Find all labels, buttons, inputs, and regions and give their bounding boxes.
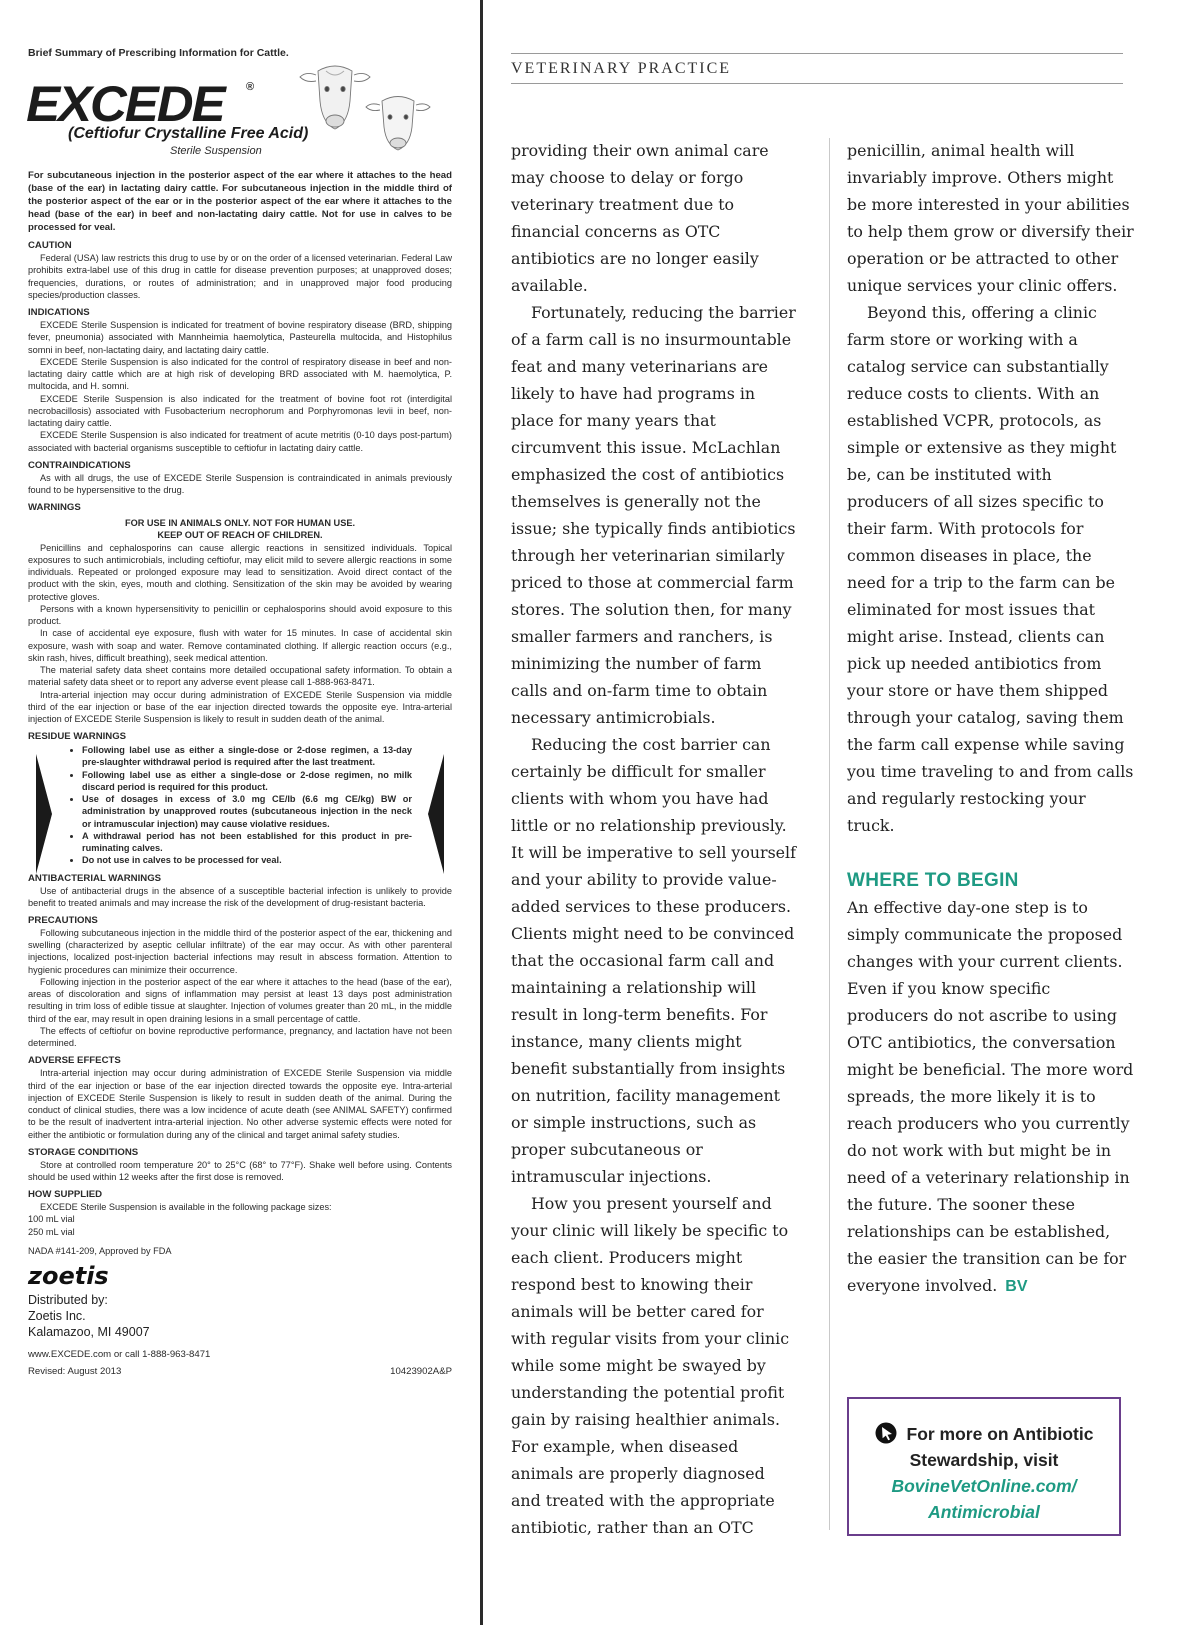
residue-item: • A withdrawal period has not been established for this product in pre-ruminating calves. [82,830,412,854]
package-size: 100 mL vial [28,1214,75,1225]
revision-row [28,1366,452,1377]
antibacterial-warnings-text: Use of antibacterial drugs in the absence of a susceptible bacterial infection is unlikely to provide benefit to treated animals and may increase the risk of the development of drug-resistant bacteria. [28,885,452,908]
residue-warnings-heading: RESIDUE WARNINGS [28,731,127,743]
article-paragraph: How you present yourself and your clinic will likely be specific to each client. Producers might respond best to knowing their animals will be better cared for with regular visits from your clinic while some might be swayed by understanding the potential profit gain by raising healthier animals. For example, when diseased animals are properly diagnosed and treated with the appropriate antibiotic, rather than an OTC [511,1194,790,1537]
adverse-effects-heading: ADVERSE EFFECTS [28,1055,121,1067]
distributor-line: Kalamazoo, MI 49007 [28,1325,150,1340]
warnings-paragraph: Persons with a known hypersensitivity to penicillin or cephalosporins should avoid exposure to this product. [28,603,452,627]
warnings-paragraph: Penicillins and cephalosporins can cause allergic reactions in sensitized individuals. Topical exposures to such antimicrobials, including ceftiofur, may elicit mild to severe allergic reactions in some individuals. Repeated or prolonged exposure may lead to sensitization. Avoid direct contact of the product with the skin, eyes, mouth and clothing. Sensitization of the skin may be avoided by wearing protective gloves. [28,542,452,602]
section-label: VETERINARY PRACTICE [511,60,732,77]
document-code: 10423902A&P [390,1365,452,1377]
callout-text-line-1: For more on Antibiotic [906,1424,1094,1444]
adverse-effects-text: Intra-arterial injection may occur during administration of EXCEDE Sterile Suspension via middle third of the ear injection or base of the ear injection directed towards the opposite eye. Intra-arterial injection of EXCEDE Sterile Suspension is likely to result in sudden death of the animal. During the conduct of clinical studies, there was a low incidence of acute death (see ANIMAL SAFETY) confirmed to be the result of inadvertent intra-arterial injection. No other adverse systemic effects were noted for either the antibiotic or formulation during any of the clinical and target animal safety studies. [28,1068,452,1140]
antibacterial-warnings-heading: ANTIBACTERIAL WARNINGS [28,872,162,884]
article-column-1 [511,137,798,1541]
article-paragraph: penicillin, animal health will invariably improve. Others might be more interested in your abilities to help them grow or diversify their operation or be attracted to other unique services your clinic offers. [847,141,1134,295]
callout-line-1 [849,1421,1119,1447]
header-rule-top [511,53,1123,54]
antibiotic-stewardship-callout [847,1397,1121,1536]
excede-logo [26,73,452,157]
residue-item: • Do not use in calves to be processed for veal. [82,854,412,866]
indications-paragraph: EXCEDE Sterile Suspension is indicated for treatment of bovine respiratory disease (BRD, shipping fever, pneumonia) associated with Mannheimia haemolytica, Pasteurella multocida, and Histophilus somni in beef, non-lactating dairy, and lactating dairy cattle. [28,320,452,355]
zoetis-logo: zoetis [28,1261,109,1290]
precautions-paragraph: The effects of ceftiofur on bovine reproductive performance, pregnancy, and lactation have not been determined. [28,1025,452,1049]
logo-registered-mark: ® [246,81,255,93]
logo-formulation: Sterile Suspension [170,145,262,157]
contraindications-text: As with all drugs, the use of EXCEDE Sterile Suspension is contraindicated in animals previously found to be hypersensitive to the drug. [28,472,452,495]
warnings-human-use: FOR USE IN ANIMALS ONLY. NOT FOR HUMAN USE. [124,518,356,529]
residue-item: • Use of dosages in excess of 3.0 mg CE/lb (6.6 mg CE/kg) BW or administration by unapproved routes (subcutaneous injection in the neck or intramuscular injection) may cause violative residues. [82,793,412,830]
residue-item: • Following label use as either a single-dose or 2-dose regimen, a 13-day pre-slaughter withdrawal period is required after the last treatment. [82,744,412,768]
callout-link-part-2[interactable]: Antimicrobial [928,1502,1040,1522]
page-divider [480,0,483,1625]
contraindications-heading: CONTRAINDICATIONS [28,459,131,471]
brief-summary-title: Brief Summary of Prescribing Information for Cattle. [28,47,289,59]
logo-wordmark: EXCEDE [26,76,224,132]
article-column-2 [847,137,1134,1300]
callout-text-line-2: Stewardship, visit [909,1450,1059,1470]
header-rule-bottom [511,83,1123,84]
residue-item: • Following label use as either a single-dose or 2-dose regimen, no milk discard period is required for this product. [82,769,412,793]
indications-paragraph: EXCEDE Sterile Suspension is also indicated for treatment of acute metritis (0-10 days post-partum) associated with bacterial organisms susceptible to ceftiofur in lactating dairy cattle. [28,430,452,453]
distributor-line: Distributed by: [28,1292,108,1307]
arrow-right-icon [36,754,52,874]
article-paragraph [847,894,1134,1300]
revised-date: Revised: August 2013 [28,1365,122,1377]
precautions-heading: PRECAUTIONS [28,915,98,927]
how-supplied-heading: HOW SUPPLIED [28,1189,103,1201]
warnings-paragraph: Intra-arterial injection may occur during administration of EXCEDE Sterile Suspension via middle third of the ear injection or base of the ear injection directed towards the opposite eye. Intra-arterial injection of EXCEDE Sterile Suspension is likely to result in sudden death of the animal. [28,689,452,724]
caution-text: Federal (USA) law restricts this drug to use by or on the order of a licensed veterinarian. Federal Law prohibits extra-label use of this drug in cattle for disease prevention purposes; at unapproved doses; frequencies, durations, or routes of administration; and in unapproved major food producing species/production classes. [28,253,452,300]
storage-heading: STORAGE CONDITIONS [28,1146,139,1158]
article-paragraph: Reducing the cost barrier can certainly be difficult for smaller clients with whom you have had little or no relationship previously. It will be imperative to sell yourself and your ability to provide value-added services to these producers. Clients might need to be convinced that the occasional farm call and maintaining a relationship will result in long-term benefits. For instance, many clients might benefit substantially from insights on nutrition, facility management or simple instructions, such as proper subcutaneous or intramuscular injections. [511,735,796,1186]
bv-end-mark: BV [1005,1278,1028,1295]
precautions-paragraph: Following injection in the posterior aspect of the ear where it attaches to the head (base of the ear), areas of discoloration and signs of inflammation may persist at least 13 days post administration resulting in trim loss of edible tissue at slaughter. Injection of volumes greater than 20 mL, in the middle third of the ear, may result in open draining lesions in a small percentage of cattle. [28,976,452,1024]
warnings-paragraph: In case of accidental eye exposure, flush with water for 15 minutes. In case of accidental skin exposure, wash with soap and water. Remove contaminated clothing. If allergic reaction occurs (e.g., skin rash, hives, difficult breathing), seek medical attention. [28,628,452,663]
article-paragraph: providing their own animal care may choose to delay or forgo veterinary treatment due to financial concerns as OTC antibiotics are no longer easily available. [511,141,769,295]
indications-heading: INDICATIONS [28,307,90,319]
how-supplied-text: EXCEDE Sterile Suspension is available in the following package sizes: [40,1202,332,1213]
closing-paragraph-text: An effective day-one step is to simply communicate the proposed changes with your current clients. Even if you know specific producers do not ascribe to using OTC antibiotics, the conversation might be beneficial. The more word spreads, the more likely it is to reach producers who you currently do not work with but might be in need of a veterinary relationship in the future. The sooner these relationships can be established, the easier the transition can be for everyone involved. [847,898,1134,1295]
article-paragraph: Beyond this, offering a clinic farm store or working with a catalog service can substantially reduce costs to clients. With an established VCPR, protocols, as simple or extensive as they might be, can be instituted with producers of all sizes specific to their farm. With protocols for common diseases in place, the need for a trip to the farm can be eliminated for most issues that might arise. Instead, clients can pick up needed antibiotics from your store or have them shipped through your catalog, saving them the farm call expense while saving you time traveling to and from calls and regularly restocking your truck. [847,303,1134,835]
column-rule [829,138,830,1530]
callout-link-part-1[interactable]: BovineVetOnline.com/ [891,1476,1077,1496]
precautions-paragraph: Following subcutaneous injection in the middle third of the posterior aspect of the ear, thickening and swelling (characterized by aseptic cellular infiltrate) of the ear may occur. As with other parenteral injections, localized post-injection bacterial infections may result in abscess formation. Attention to hygienic procedures can minimize their occurrence. [28,928,452,975]
logo-drug-name: (Ceftiofur Crystalline Free Acid) [68,125,309,142]
warnings-children: KEEP OUT OF REACH OF CHILDREN. [157,530,323,541]
where-to-begin-heading: WHERE TO BEGIN [847,870,1019,891]
cow-illustration [296,61,446,151]
cursor-click-icon [875,1422,897,1444]
prescribing-information [28,47,452,1377]
caution-heading: CAUTION [28,240,72,252]
administration-statement: For subcutaneous injection in the posterior aspect of the ear where it attaches to the head (base of the ear) in lactating dairy cattle. For subcutaneous injection in the middle third of the posterior aspect of the ear or in the posterior aspect of the ear where it attaches to the head (base of the ear) in beef and non-lactating dairy cattle. Not for use in calves to be processed for veal. [28,170,452,234]
package-size: 250 mL vial [28,1226,75,1237]
arrow-left-icon [428,754,444,874]
nada-approval: NADA #141-209, Approved by FDA [28,1245,172,1256]
residue-warnings-box [28,744,452,866]
distributor-line: Zoetis Inc. [28,1309,86,1324]
contact-website: www.EXCEDE.com or call 1-888-963-8471 [28,1348,211,1360]
indications-paragraph: EXCEDE Sterile Suspension is also indicated for the treatment of bovine foot rot (interdigital necrobacillosis) associated with Fusobacterium necrophorum and Porphyromonas levii in beef, non-lactating dairy cattle. [28,393,452,429]
warnings-heading: WARNINGS [28,502,81,514]
indications-paragraph: EXCEDE Sterile Suspension is also indicated for the control of respiratory disease in beef and non-lactating dairy cattle which are at high risk of developing BRD associated with M. haemolytica, P. multocida, and H. somni. [28,356,452,392]
residue-warnings-list [68,744,412,866]
storage-text: Store at controlled room temperature 20° to 25°C (68° to 77°F). Shake well before using. Contents should be used within 12 weeks after the first dose is removed. [28,1159,452,1182]
warnings-paragraph: The material safety data sheet contains more detailed occupational safety information. To obtain a material safety data sheet or to report any adverse event please call 1-888-963-8471. [28,665,452,688]
article-paragraph: Fortunately, reducing the barrier of a farm call is no insurmountable feat and many veterinarians are likely to have had programs in place for many years that circumvent this issue. McLachlan emphasized the cost of antibiotics themselves is generally not the issue; she typically finds antibiotics through her veterinarian similarly priced to those at commercial farm stores. The solution then, for many smaller farmers and ranchers, is minimizing the number of farm calls and on-farm time to obtain necessary antimicrobials. [511,303,796,727]
